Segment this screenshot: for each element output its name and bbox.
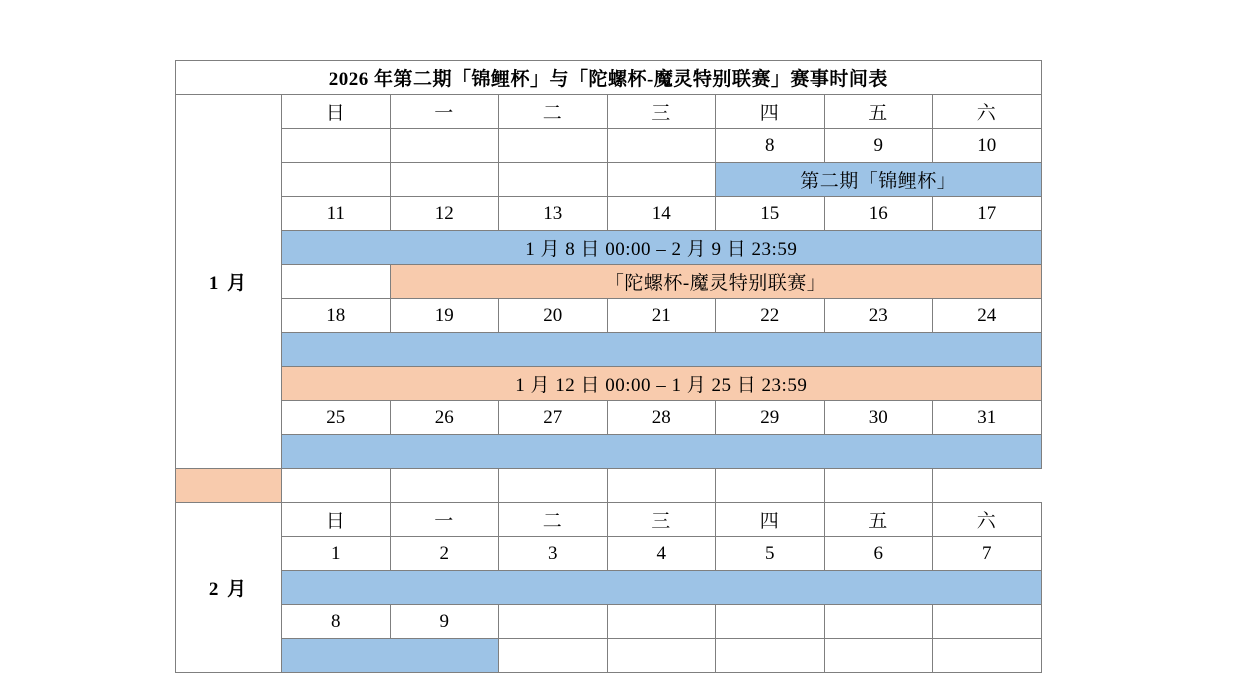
event-bar-jinli-continuation [282, 571, 1042, 605]
schedule-table-wrapper [175, 60, 1041, 673]
event-bar-jinli-continuation [282, 333, 1042, 367]
empty-cell [824, 639, 933, 673]
empty-cell [716, 469, 825, 503]
january-tuoluo-name-bar-row [176, 265, 1042, 299]
date-cell: 18 [282, 299, 391, 333]
january-week2-event-bar-row [176, 231, 1042, 265]
empty-cell [282, 265, 391, 299]
january-week3-tuoluo-bar-row [176, 367, 1042, 401]
empty-cell [607, 469, 716, 503]
january-week4-jinli-bar-row [176, 435, 1042, 469]
january-week2-dates-row [176, 197, 1042, 231]
empty-cell [824, 469, 933, 503]
date-cell [282, 129, 391, 163]
month-label-january: 1 月 [176, 95, 282, 469]
weekday-header-fri: 五 [824, 95, 933, 129]
empty-cell [933, 639, 1042, 673]
date-cell: 26 [390, 401, 499, 435]
january-week3-dates-row [176, 299, 1042, 333]
empty-cell [607, 639, 716, 673]
weekday-header-sat: 六 [933, 95, 1042, 129]
weekday-header-fri: 五 [824, 503, 933, 537]
date-cell: 8 [282, 605, 391, 639]
date-cell: 23 [824, 299, 933, 333]
date-cell: 28 [607, 401, 716, 435]
january-week1-dates-row [176, 129, 1042, 163]
date-cell: 15 [716, 197, 825, 231]
empty-cell [499, 163, 608, 197]
event-bar-jinli-period: 1 月 8 日 00:00 – 2 月 9 日 23:59 [282, 231, 1042, 265]
february-weekday-header-row [176, 503, 1042, 537]
date-cell [933, 605, 1042, 639]
february-week1-jinli-bar-row [176, 571, 1042, 605]
event-schedule-table [175, 60, 1042, 673]
event-bar-jinli-name: 第二期「锦鲤杯」 [716, 163, 1042, 197]
february-week2-dates-row [176, 605, 1042, 639]
event-bar-tuoluo-period: 1 月 12 日 00:00 – 1 月 25 日 23:59 [282, 367, 1042, 401]
weekday-header-sat: 六 [933, 503, 1042, 537]
date-cell: 25 [282, 401, 391, 435]
date-cell: 24 [933, 299, 1042, 333]
weekday-header-wed: 三 [607, 95, 716, 129]
january-week4-dates-row [176, 401, 1042, 435]
date-cell: 13 [499, 197, 608, 231]
empty-cell [282, 163, 391, 197]
empty-cell [390, 469, 499, 503]
date-cell: 22 [716, 299, 825, 333]
date-cell: 6 [824, 537, 933, 571]
weekday-header-thu: 四 [716, 503, 825, 537]
date-cell: 9 [390, 605, 499, 639]
date-cell: 7 [933, 537, 1042, 571]
empty-cell [607, 163, 716, 197]
weekday-header-thu: 四 [716, 95, 825, 129]
weekday-header-tue: 二 [499, 95, 608, 129]
date-cell: 11 [282, 197, 391, 231]
date-cell: 16 [824, 197, 933, 231]
date-cell: 14 [607, 197, 716, 231]
empty-cell [499, 639, 608, 673]
date-cell [824, 605, 933, 639]
february-week1-dates-row [176, 537, 1042, 571]
weekday-header-sun: 日 [282, 503, 391, 537]
date-cell: 27 [499, 401, 608, 435]
february-week2-jinli-bar-row [176, 639, 1042, 673]
empty-cell [499, 469, 608, 503]
date-cell: 19 [390, 299, 499, 333]
empty-cell [282, 469, 391, 503]
month-label-february: 2 月 [176, 503, 282, 673]
table-title-row [176, 61, 1042, 95]
date-cell: 4 [607, 537, 716, 571]
event-bar-tuoluo-end [176, 469, 282, 503]
date-cell: 17 [933, 197, 1042, 231]
weekday-header-mon: 一 [390, 95, 499, 129]
page-title: 2026 年第二期「锦鲤杯」与「陀螺杯-魔灵特别联赛」赛事时间表 [176, 61, 1042, 95]
date-cell: 12 [390, 197, 499, 231]
date-cell [499, 605, 608, 639]
date-cell: 10 [933, 129, 1042, 163]
date-cell: 5 [716, 537, 825, 571]
date-cell: 20 [499, 299, 608, 333]
date-cell: 2 [390, 537, 499, 571]
date-cell: 1 [282, 537, 391, 571]
january-week4-tuoluo-bar-row [176, 469, 1042, 503]
january-week1-event-bar-row [176, 163, 1042, 197]
date-cell [499, 129, 608, 163]
january-weekday-header-row [176, 95, 1042, 129]
date-cell: 29 [716, 401, 825, 435]
date-cell: 30 [824, 401, 933, 435]
weekday-header-wed: 三 [607, 503, 716, 537]
event-bar-tuoluo-name: 「陀螺杯-魔灵特别联赛」 [390, 265, 1041, 299]
date-cell [607, 605, 716, 639]
date-cell [607, 129, 716, 163]
date-cell [390, 129, 499, 163]
date-cell: 31 [933, 401, 1042, 435]
event-bar-jinli-end [282, 639, 499, 673]
weekday-header-sun: 日 [282, 95, 391, 129]
weekday-header-tue: 二 [499, 503, 608, 537]
date-cell [716, 605, 825, 639]
empty-cell [716, 639, 825, 673]
date-cell: 8 [716, 129, 825, 163]
empty-cell [390, 163, 499, 197]
january-week3-jinli-bar-row [176, 333, 1042, 367]
date-cell: 9 [824, 129, 933, 163]
date-cell: 3 [499, 537, 608, 571]
event-bar-jinli-continuation [282, 435, 1042, 469]
weekday-header-mon: 一 [390, 503, 499, 537]
date-cell: 21 [607, 299, 716, 333]
